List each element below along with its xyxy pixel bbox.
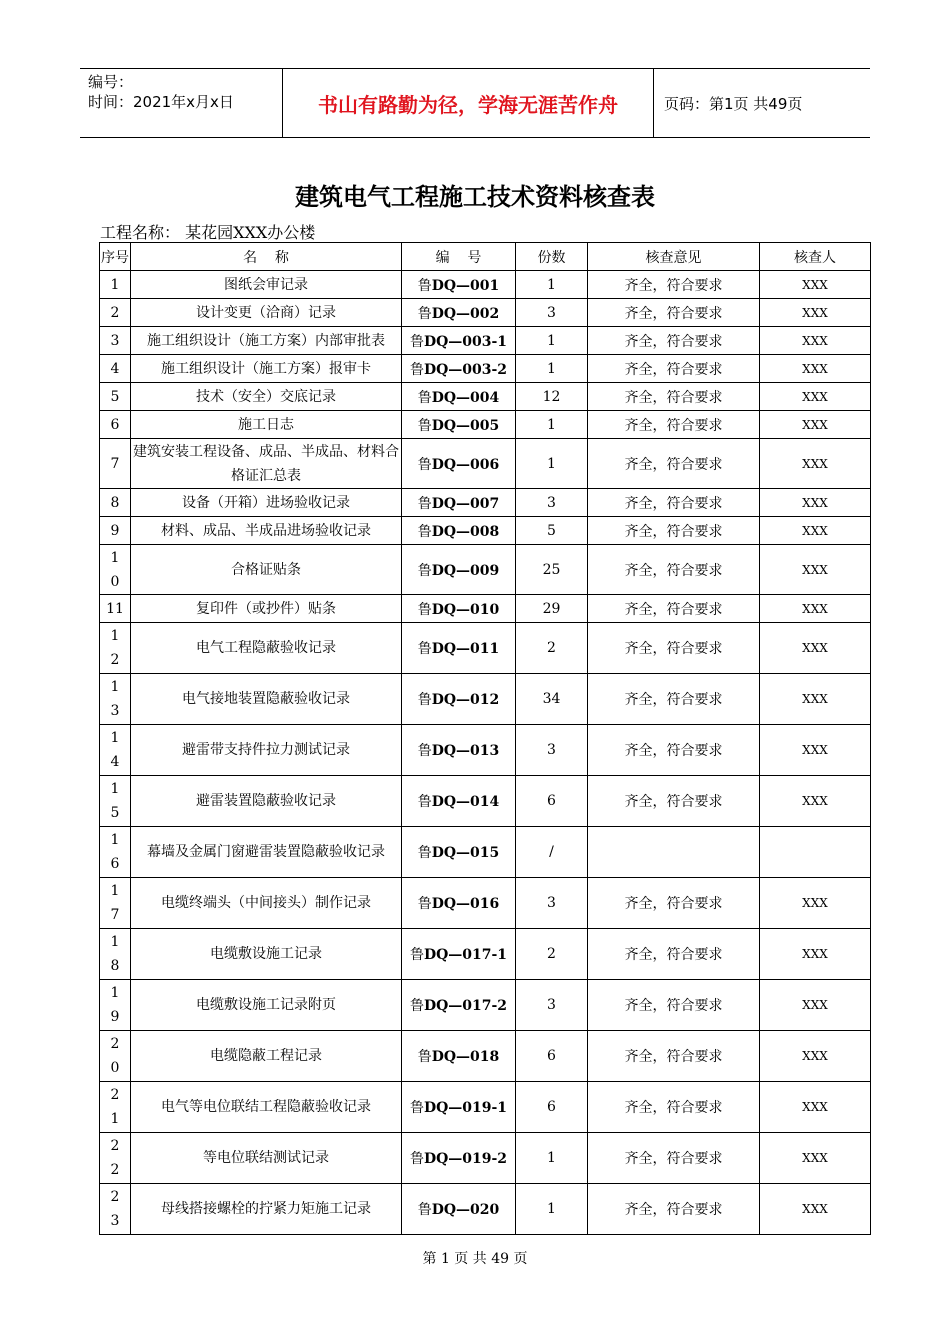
table-row bbox=[100, 299, 871, 327]
code-prefix: 鲁 bbox=[417, 601, 432, 618]
row-opinion: 齐全，符合要求 bbox=[588, 327, 760, 355]
row-name: 电气接地装置隐蔽验收记录 bbox=[131, 674, 402, 725]
row-seq: 11 bbox=[100, 595, 131, 623]
row-name: 图纸会审记录 bbox=[131, 271, 402, 299]
code-prefix: 鲁 bbox=[417, 743, 432, 759]
row-count: / bbox=[516, 827, 588, 878]
row-seq: 19 bbox=[100, 980, 131, 1031]
row-name: 合格证贴条 bbox=[131, 545, 402, 595]
code-value: DQ—006 bbox=[431, 456, 500, 473]
code-prefix: 鲁 bbox=[417, 389, 432, 406]
row-seq: 5 bbox=[100, 383, 131, 411]
row-seq: 23 bbox=[100, 1184, 131, 1235]
table-row bbox=[100, 355, 871, 383]
code-prefix: 鲁 bbox=[417, 495, 432, 512]
row-code bbox=[402, 1031, 516, 1082]
row-opinion: 齐全，符合要求 bbox=[588, 623, 760, 674]
code-value: DQ—009 bbox=[431, 562, 500, 579]
row-name: 施工日志 bbox=[131, 411, 402, 439]
table-row bbox=[100, 1184, 871, 1235]
project-name: 工程名称： 某花园XXX办公楼 bbox=[100, 223, 316, 242]
code-value: DQ—005 bbox=[431, 417, 500, 434]
check-table bbox=[99, 242, 871, 1235]
row-checker: XXX bbox=[760, 776, 871, 827]
row-checker: XXX bbox=[760, 1133, 871, 1184]
table-row bbox=[100, 725, 871, 776]
code-value: DQ—014 bbox=[431, 794, 500, 810]
table-row bbox=[100, 271, 871, 299]
row-count: 1 bbox=[516, 327, 588, 355]
row-opinion: 齐全，符合要求 bbox=[588, 929, 760, 980]
row-code bbox=[402, 355, 516, 383]
code-value: DQ—016 bbox=[431, 896, 500, 912]
row-code bbox=[402, 827, 516, 878]
row-checker: XXX bbox=[760, 623, 871, 674]
row-code bbox=[402, 980, 516, 1031]
code-prefix: 鲁 bbox=[409, 1100, 424, 1116]
row-opinion: 齐全，符合要求 bbox=[588, 517, 760, 545]
row-checker: XXX bbox=[760, 327, 871, 355]
row-name: 电气工程隐蔽验收记录 bbox=[131, 623, 402, 674]
row-checker: XXX bbox=[760, 725, 871, 776]
row-code bbox=[402, 489, 516, 517]
row-checker bbox=[760, 827, 871, 878]
row-count: 6 bbox=[516, 1031, 588, 1082]
row-code bbox=[402, 878, 516, 929]
row-seq: 16 bbox=[100, 827, 131, 878]
row-opinion: 齐全，符合要求 bbox=[588, 1031, 760, 1082]
row-count: 25 bbox=[516, 545, 588, 595]
code-value: DQ—007 bbox=[431, 495, 500, 512]
header-code: 编 号 bbox=[402, 243, 516, 271]
code-prefix: 鲁 bbox=[417, 794, 432, 810]
row-seq: 22 bbox=[100, 1133, 131, 1184]
code-value: DQ—018 bbox=[431, 1049, 500, 1065]
row-seq: 13 bbox=[100, 674, 131, 725]
row-name: 施工组织设计（施工方案）内部审批表 bbox=[131, 327, 402, 355]
table-row bbox=[100, 545, 871, 595]
page-header bbox=[80, 68, 870, 138]
row-opinion bbox=[588, 827, 760, 878]
row-checker: XXX bbox=[760, 878, 871, 929]
row-seq: 1 bbox=[100, 271, 131, 299]
row-count: 12 bbox=[516, 383, 588, 411]
code-value: DQ—011 bbox=[431, 641, 500, 657]
row-opinion: 齐全，符合要求 bbox=[588, 355, 760, 383]
table-row bbox=[100, 1031, 871, 1082]
row-checker: XXX bbox=[760, 674, 871, 725]
row-code bbox=[402, 545, 516, 595]
row-count: 1 bbox=[516, 271, 588, 299]
row-seq: 8 bbox=[100, 489, 131, 517]
code-prefix: 鲁 bbox=[417, 641, 432, 657]
row-name: 复印件（或抄件）贴条 bbox=[131, 595, 402, 623]
row-seq: 2 bbox=[100, 299, 131, 327]
row-opinion: 齐全，符合要求 bbox=[588, 489, 760, 517]
row-checker: XXX bbox=[760, 929, 871, 980]
header-meta bbox=[80, 69, 282, 137]
row-code bbox=[402, 327, 516, 355]
row-count: 1 bbox=[516, 439, 588, 489]
code-prefix: 鲁 bbox=[417, 1202, 432, 1218]
table-row bbox=[100, 776, 871, 827]
table-row bbox=[100, 517, 871, 545]
row-checker: XXX bbox=[760, 517, 871, 545]
row-seq: 7 bbox=[100, 439, 131, 489]
table-row bbox=[100, 980, 871, 1031]
row-name: 等电位联结测试记录 bbox=[131, 1133, 402, 1184]
code-prefix: 鲁 bbox=[417, 692, 432, 708]
table-row bbox=[100, 1082, 871, 1133]
row-checker: XXX bbox=[760, 299, 871, 327]
table-row bbox=[100, 674, 871, 725]
code-prefix: 鲁 bbox=[417, 456, 432, 473]
row-name: 技术（安全）交底记录 bbox=[131, 383, 402, 411]
row-code bbox=[402, 1082, 516, 1133]
row-count: 3 bbox=[516, 980, 588, 1031]
row-seq: 17 bbox=[100, 878, 131, 929]
row-checker: XXX bbox=[760, 355, 871, 383]
row-seq: 12 bbox=[100, 623, 131, 674]
code-prefix: 鲁 bbox=[417, 896, 432, 912]
row-opinion: 齐全，符合要求 bbox=[588, 383, 760, 411]
row-name: 幕墙及金属门窗避雷装置隐蔽验收记录 bbox=[131, 827, 402, 878]
row-opinion: 齐全，符合要求 bbox=[588, 725, 760, 776]
code-prefix: 鲁 bbox=[417, 845, 432, 861]
row-code bbox=[402, 929, 516, 980]
row-seq: 15 bbox=[100, 776, 131, 827]
row-code bbox=[402, 595, 516, 623]
table-row bbox=[100, 623, 871, 674]
row-seq: 4 bbox=[100, 355, 131, 383]
code-prefix: 鲁 bbox=[409, 947, 424, 963]
row-checker: XXX bbox=[760, 271, 871, 299]
row-opinion: 齐全，符合要求 bbox=[588, 411, 760, 439]
row-checker: XXX bbox=[760, 1031, 871, 1082]
table-row bbox=[100, 327, 871, 355]
row-opinion: 齐全，符合要求 bbox=[588, 1082, 760, 1133]
code-prefix: 鲁 bbox=[417, 562, 432, 579]
code-value: DQ—003-1 bbox=[423, 333, 508, 350]
row-count: 3 bbox=[516, 725, 588, 776]
row-name: 电缆敷设施工记录 bbox=[131, 929, 402, 980]
row-code bbox=[402, 383, 516, 411]
row-count: 1 bbox=[516, 411, 588, 439]
number-label: 编号： bbox=[88, 73, 134, 91]
row-count: 1 bbox=[516, 1184, 588, 1235]
code-value: DQ—010 bbox=[431, 601, 500, 618]
row-count: 3 bbox=[516, 489, 588, 517]
code-value: DQ—008 bbox=[431, 523, 500, 540]
code-value: DQ—002 bbox=[431, 305, 500, 322]
row-seq: 6 bbox=[100, 411, 131, 439]
time-label: 时间：2021年x月x日 bbox=[88, 93, 234, 111]
row-code bbox=[402, 1133, 516, 1184]
code-prefix: 鲁 bbox=[417, 1049, 432, 1065]
row-opinion: 齐全，符合要求 bbox=[588, 674, 760, 725]
code-value: DQ—013 bbox=[431, 743, 500, 759]
row-seq: 20 bbox=[100, 1031, 131, 1082]
table-row bbox=[100, 929, 871, 980]
row-opinion: 齐全，符合要求 bbox=[588, 1184, 760, 1235]
row-opinion: 齐全，符合要求 bbox=[588, 878, 760, 929]
table-row bbox=[100, 439, 871, 489]
header-checker: 核查人 bbox=[760, 243, 871, 271]
row-count: 3 bbox=[516, 878, 588, 929]
row-count: 34 bbox=[516, 674, 588, 725]
row-name: 设计变更（洽商）记录 bbox=[131, 299, 402, 327]
row-name: 电缆隐蔽工程记录 bbox=[131, 1031, 402, 1082]
code-value: DQ—001 bbox=[431, 277, 500, 294]
row-code bbox=[402, 623, 516, 674]
code-value: DQ—019-1 bbox=[423, 1100, 508, 1116]
row-code bbox=[402, 725, 516, 776]
row-seq: 21 bbox=[100, 1082, 131, 1133]
header-opinion: 核查意见 bbox=[588, 243, 760, 271]
row-count: 1 bbox=[516, 355, 588, 383]
table-row bbox=[100, 383, 871, 411]
code-value: DQ—003-2 bbox=[423, 361, 508, 378]
table-row bbox=[100, 595, 871, 623]
row-seq: 18 bbox=[100, 929, 131, 980]
header-seq: 序号 bbox=[100, 243, 131, 271]
row-checker: XXX bbox=[760, 489, 871, 517]
row-opinion: 齐全，符合要求 bbox=[588, 595, 760, 623]
row-code bbox=[402, 439, 516, 489]
row-opinion: 齐全，符合要求 bbox=[588, 980, 760, 1031]
row-code bbox=[402, 517, 516, 545]
document-title: 建筑电气工程施工技术资料核查表 bbox=[295, 183, 655, 211]
row-code bbox=[402, 674, 516, 725]
header-count: 份数 bbox=[516, 243, 588, 271]
page-footer: 第 1 页 共 49 页 bbox=[422, 1251, 528, 1267]
row-name: 材料、成品、半成品进场验收记录 bbox=[131, 517, 402, 545]
row-name: 避雷带支持件拉力测试记录 bbox=[131, 725, 402, 776]
row-seq: 10 bbox=[100, 545, 131, 595]
header-name: 名 称 bbox=[131, 243, 402, 271]
code-prefix: 鲁 bbox=[409, 361, 424, 378]
row-count: 6 bbox=[516, 1082, 588, 1133]
code-prefix: 鲁 bbox=[409, 1151, 424, 1167]
row-opinion: 齐全，符合要求 bbox=[588, 271, 760, 299]
row-seq: 14 bbox=[100, 725, 131, 776]
row-code bbox=[402, 1184, 516, 1235]
table-row bbox=[100, 1133, 871, 1184]
row-code bbox=[402, 776, 516, 827]
code-value: DQ—012 bbox=[431, 692, 500, 708]
row-opinion: 齐全，符合要求 bbox=[588, 439, 760, 489]
row-count: 1 bbox=[516, 1133, 588, 1184]
row-opinion: 齐全，符合要求 bbox=[588, 545, 760, 595]
row-code bbox=[402, 411, 516, 439]
code-prefix: 鲁 bbox=[417, 417, 432, 434]
row-checker: XXX bbox=[760, 411, 871, 439]
table-row bbox=[100, 878, 871, 929]
row-opinion: 齐全，符合要求 bbox=[588, 776, 760, 827]
header-motto: 书山有路勤为径，学海无涯苦作舟 bbox=[282, 69, 654, 137]
code-value: DQ—015 bbox=[431, 845, 500, 861]
row-name: 电气等电位联结工程隐蔽验收记录 bbox=[131, 1082, 402, 1133]
code-value: DQ—019-2 bbox=[423, 1151, 508, 1167]
code-prefix: 鲁 bbox=[417, 277, 432, 294]
row-count: 5 bbox=[516, 517, 588, 545]
row-opinion: 齐全，符合要求 bbox=[588, 299, 760, 327]
code-value: DQ—017-2 bbox=[423, 998, 508, 1014]
row-count: 29 bbox=[516, 595, 588, 623]
row-checker: XXX bbox=[760, 439, 871, 489]
row-count: 6 bbox=[516, 776, 588, 827]
row-code bbox=[402, 271, 516, 299]
row-count: 3 bbox=[516, 299, 588, 327]
row-opinion: 齐全，符合要求 bbox=[588, 1133, 760, 1184]
code-value: DQ—020 bbox=[431, 1202, 500, 1218]
row-name: 电缆敷设施工记录附页 bbox=[131, 980, 402, 1031]
row-name: 建筑安装工程设备、成品、半成品、材料合格证汇总表 bbox=[131, 439, 402, 489]
table-row bbox=[100, 411, 871, 439]
code-prefix: 鲁 bbox=[409, 333, 424, 350]
code-prefix: 鲁 bbox=[409, 998, 424, 1014]
code-prefix: 鲁 bbox=[417, 523, 432, 540]
row-checker: XXX bbox=[760, 383, 871, 411]
row-count: 2 bbox=[516, 623, 588, 674]
row-seq: 3 bbox=[100, 327, 131, 355]
code-value: DQ—017-1 bbox=[423, 947, 508, 963]
code-value: DQ—004 bbox=[431, 389, 500, 406]
row-name: 电缆终端头（中间接头）制作记录 bbox=[131, 878, 402, 929]
table-header-row bbox=[100, 243, 871, 271]
row-name: 设备（开箱）进场验收记录 bbox=[131, 489, 402, 517]
row-checker: XXX bbox=[760, 980, 871, 1031]
row-code bbox=[402, 299, 516, 327]
table-row bbox=[100, 827, 871, 878]
row-name: 施工组织设计（施工方案）报审卡 bbox=[131, 355, 402, 383]
row-checker: XXX bbox=[760, 1082, 871, 1133]
row-name: 母线搭接螺栓的拧紧力矩施工记录 bbox=[131, 1184, 402, 1235]
row-checker: XXX bbox=[760, 1184, 871, 1235]
table-row bbox=[100, 489, 871, 517]
row-count: 2 bbox=[516, 929, 588, 980]
row-seq: 9 bbox=[100, 517, 131, 545]
row-checker: XXX bbox=[760, 545, 871, 595]
code-prefix: 鲁 bbox=[417, 305, 432, 322]
row-checker: XXX bbox=[760, 595, 871, 623]
header-page-info: 页码：第1页 共49页 bbox=[664, 94, 803, 113]
row-name: 避雷装置隐蔽验收记录 bbox=[131, 776, 402, 827]
